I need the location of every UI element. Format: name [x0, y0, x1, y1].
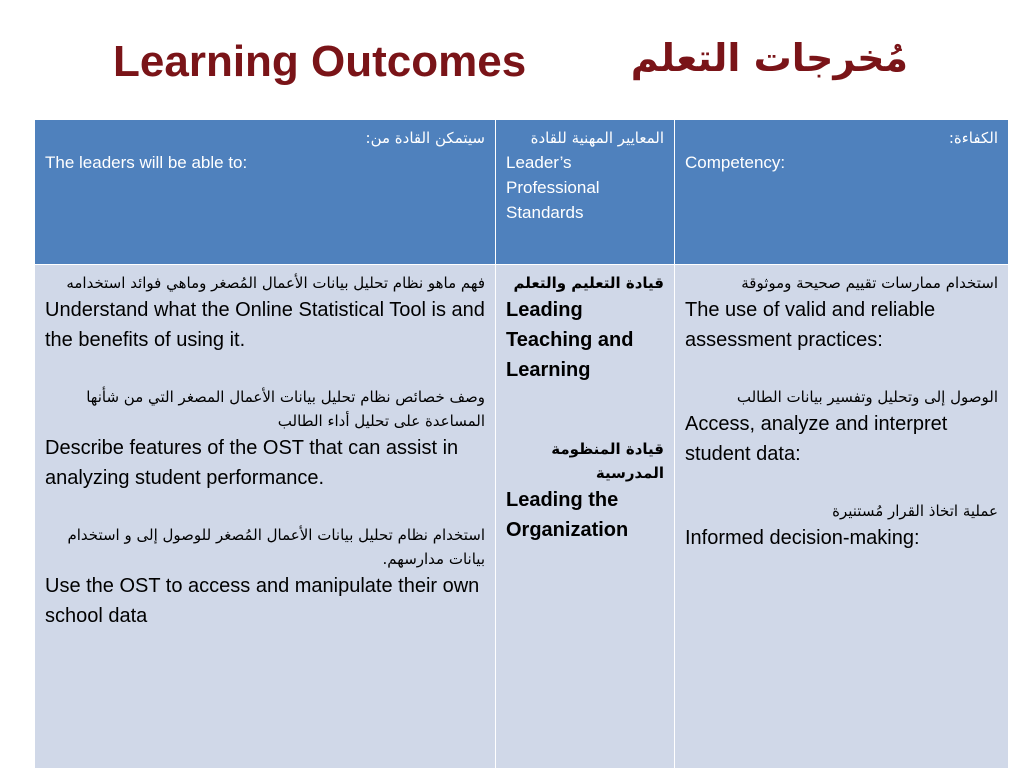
header-competency-english: Competency: — [685, 153, 786, 172]
cell-competency — [675, 265, 1009, 768]
header-leaders-arabic: سيتمكن القادة من: — [365, 129, 485, 147]
competency-item1-english: The use of valid and reliable assessment practices: — [685, 299, 936, 351]
slide-title-english: Learning Outcomes — [113, 37, 527, 86]
standards-item2-english: Leading the Organization — [506, 489, 629, 541]
table-header-row — [35, 120, 1009, 265]
header-competency — [675, 120, 1009, 265]
header-leaders-english: The leaders will be able to: — [45, 153, 248, 172]
cell-leaders — [35, 265, 496, 768]
header-leaders — [35, 120, 496, 265]
slide-title-arabic: مُخرجات التعلم — [630, 36, 908, 80]
competency-item3-english: Informed decision-making: — [685, 527, 920, 549]
leaders-item2-english: Describe features of the OST that can assist in analyzing student performance. — [45, 437, 459, 489]
leaders-item2-arabic: وصف خصائص نظام تحليل بيانات الأعمال المصغر التي من شأنها المساعدة على تحليل أداء الطالب — [86, 388, 485, 430]
header-standards-arabic: المعايير المهنية للقادة — [530, 129, 664, 147]
cell-standards — [496, 265, 675, 768]
leaders-item1-english: Understand what the Online Statistical Tool is and the benefits of using it. — [45, 299, 485, 351]
competency-item2-arabic: الوصول إلى وتحليل وتفسير بيانات الطالب — [736, 388, 998, 406]
leaders-item1-arabic: فهم ماهو نظام تحليل بيانات الأعمال المُصغر وماهي فوائد استخدامه — [66, 274, 485, 292]
leaders-item3-arabic: استخدام نظام تحليل بيانات الأعمال المُصغر للوصول إلى و استخدام بيانات مدارسهم. — [67, 526, 485, 568]
header-standards-english: Leader’s Professional Standards — [506, 153, 600, 222]
leaders-item3-english: Use the OST to access and manipulate their own school data — [45, 575, 480, 627]
table-body-row — [35, 265, 1009, 768]
standards-item1-arabic: قيادة التعليم والتعلم — [513, 274, 664, 292]
learning-outcomes-table — [34, 119, 1009, 768]
competency-item2-english: Access, analyze and interpret student data: — [685, 413, 948, 465]
header-standards — [496, 120, 675, 265]
competency-item1-arabic: استخدام ممارسات تقييم صحيحة وموثوقة — [741, 274, 998, 292]
standards-item2-arabic: قيادة المنظومة المدرسية — [551, 440, 664, 482]
header-competency-arabic: الكفاءة: — [948, 129, 998, 147]
standards-item1-english: Leading Teaching and Learning — [506, 299, 634, 381]
competency-item3-arabic: عملية اتخاذ القرار مُستنيرة — [832, 502, 998, 520]
